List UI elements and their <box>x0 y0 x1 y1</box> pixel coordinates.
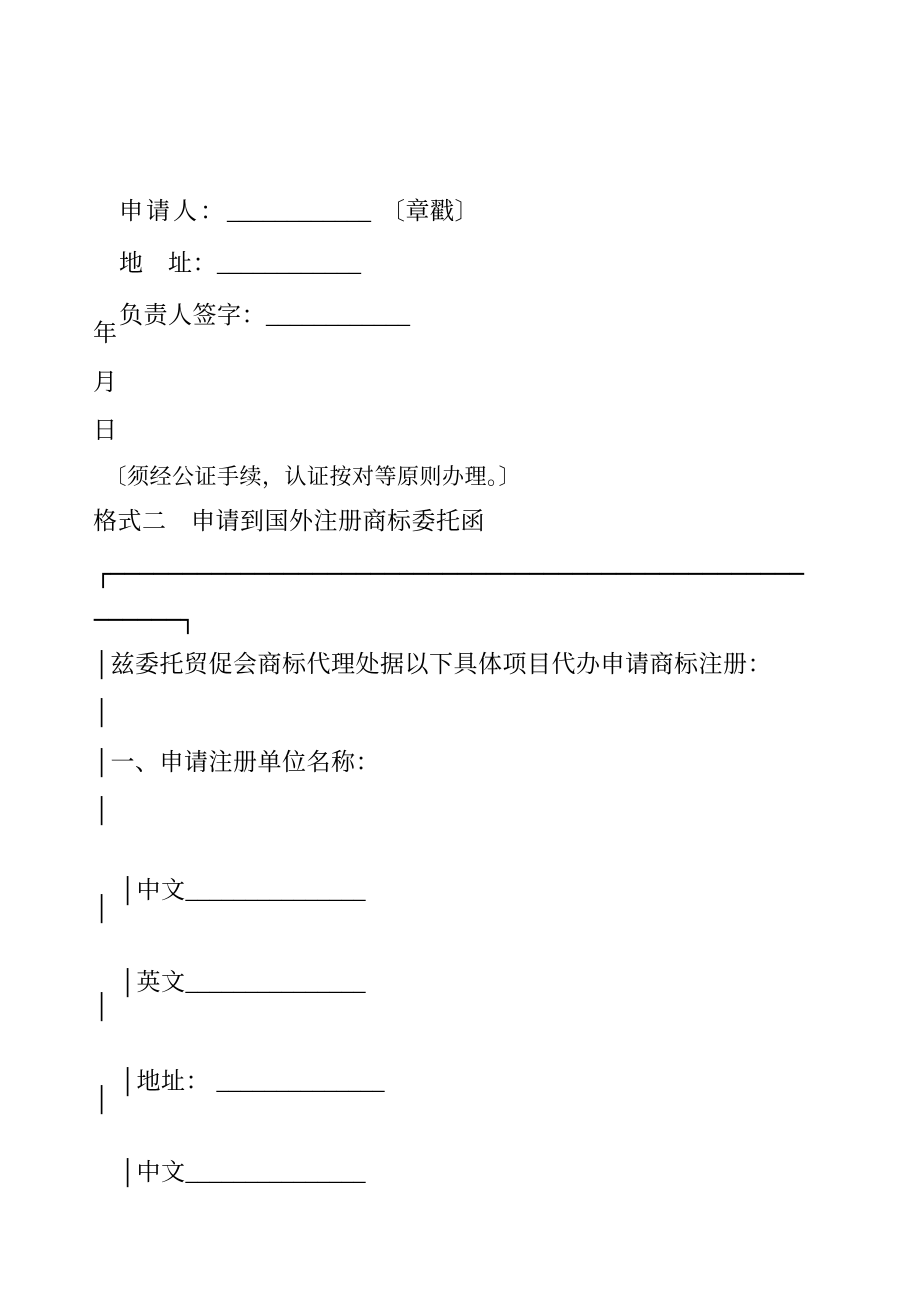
signer-label: 负责人签字： <box>119 303 266 329</box>
notary-note: 〔须经公证手续，认证按对等原则办理。〕 <box>93 464 522 489</box>
chinese-name-label: │中文 <box>119 878 186 904</box>
unit-name-heading-line: │一、申请注册单位名称： <box>93 750 381 776</box>
box-spacer-bar: │ <box>93 700 111 726</box>
chinese-address-blank[interactable]: _______________ <box>185 1160 366 1186</box>
address-blank[interactable]: ____________ <box>217 251 361 277</box>
box-top-border-wrap: ──────┐ <box>94 606 196 634</box>
box-top-border: ┌──────────────────────────────────────────────── <box>96 560 805 588</box>
chinese-address-label: │中文 <box>119 1160 186 1186</box>
applicant-label: 申请人： <box>119 199 227 225</box>
chinese-name-blank[interactable]: _______________ <box>185 878 366 904</box>
address-label: 地 址： <box>119 251 217 277</box>
month-label: 月 <box>93 370 118 396</box>
year-label: 年 <box>93 321 118 347</box>
signer-blank[interactable]: ____________ <box>266 303 410 329</box>
signer-line <box>93 271 410 361</box>
unit-address-label: │地址： <box>119 1069 217 1095</box>
box-spacer-bar: │ <box>93 798 111 824</box>
box-spacer-bar: │ <box>93 994 111 1020</box>
box-intro-line: │兹委托贸促会商标代理处据以下具体项目代办申请商标注册： <box>93 652 773 678</box>
chinese-name-line <box>93 846 366 936</box>
english-name-line <box>93 938 366 1028</box>
unit-address-blank[interactable]: ______________ <box>216 1069 385 1095</box>
applicant-blank[interactable]: ____________ <box>227 199 371 225</box>
box-spacer-bar: │ <box>93 896 111 922</box>
unit-address-line <box>93 1037 385 1127</box>
english-name-blank[interactable]: _______________ <box>185 970 366 996</box>
day-label: 日 <box>93 418 118 444</box>
section-title: 格式二 申请到国外注册商标委托函 <box>93 509 485 535</box>
chinese-address-line <box>93 1128 366 1218</box>
stamp-note: 〔章戳〕 <box>381 199 479 225</box>
box-spacer-bar: │ <box>93 1087 111 1113</box>
english-name-label: │英文 <box>119 970 186 996</box>
